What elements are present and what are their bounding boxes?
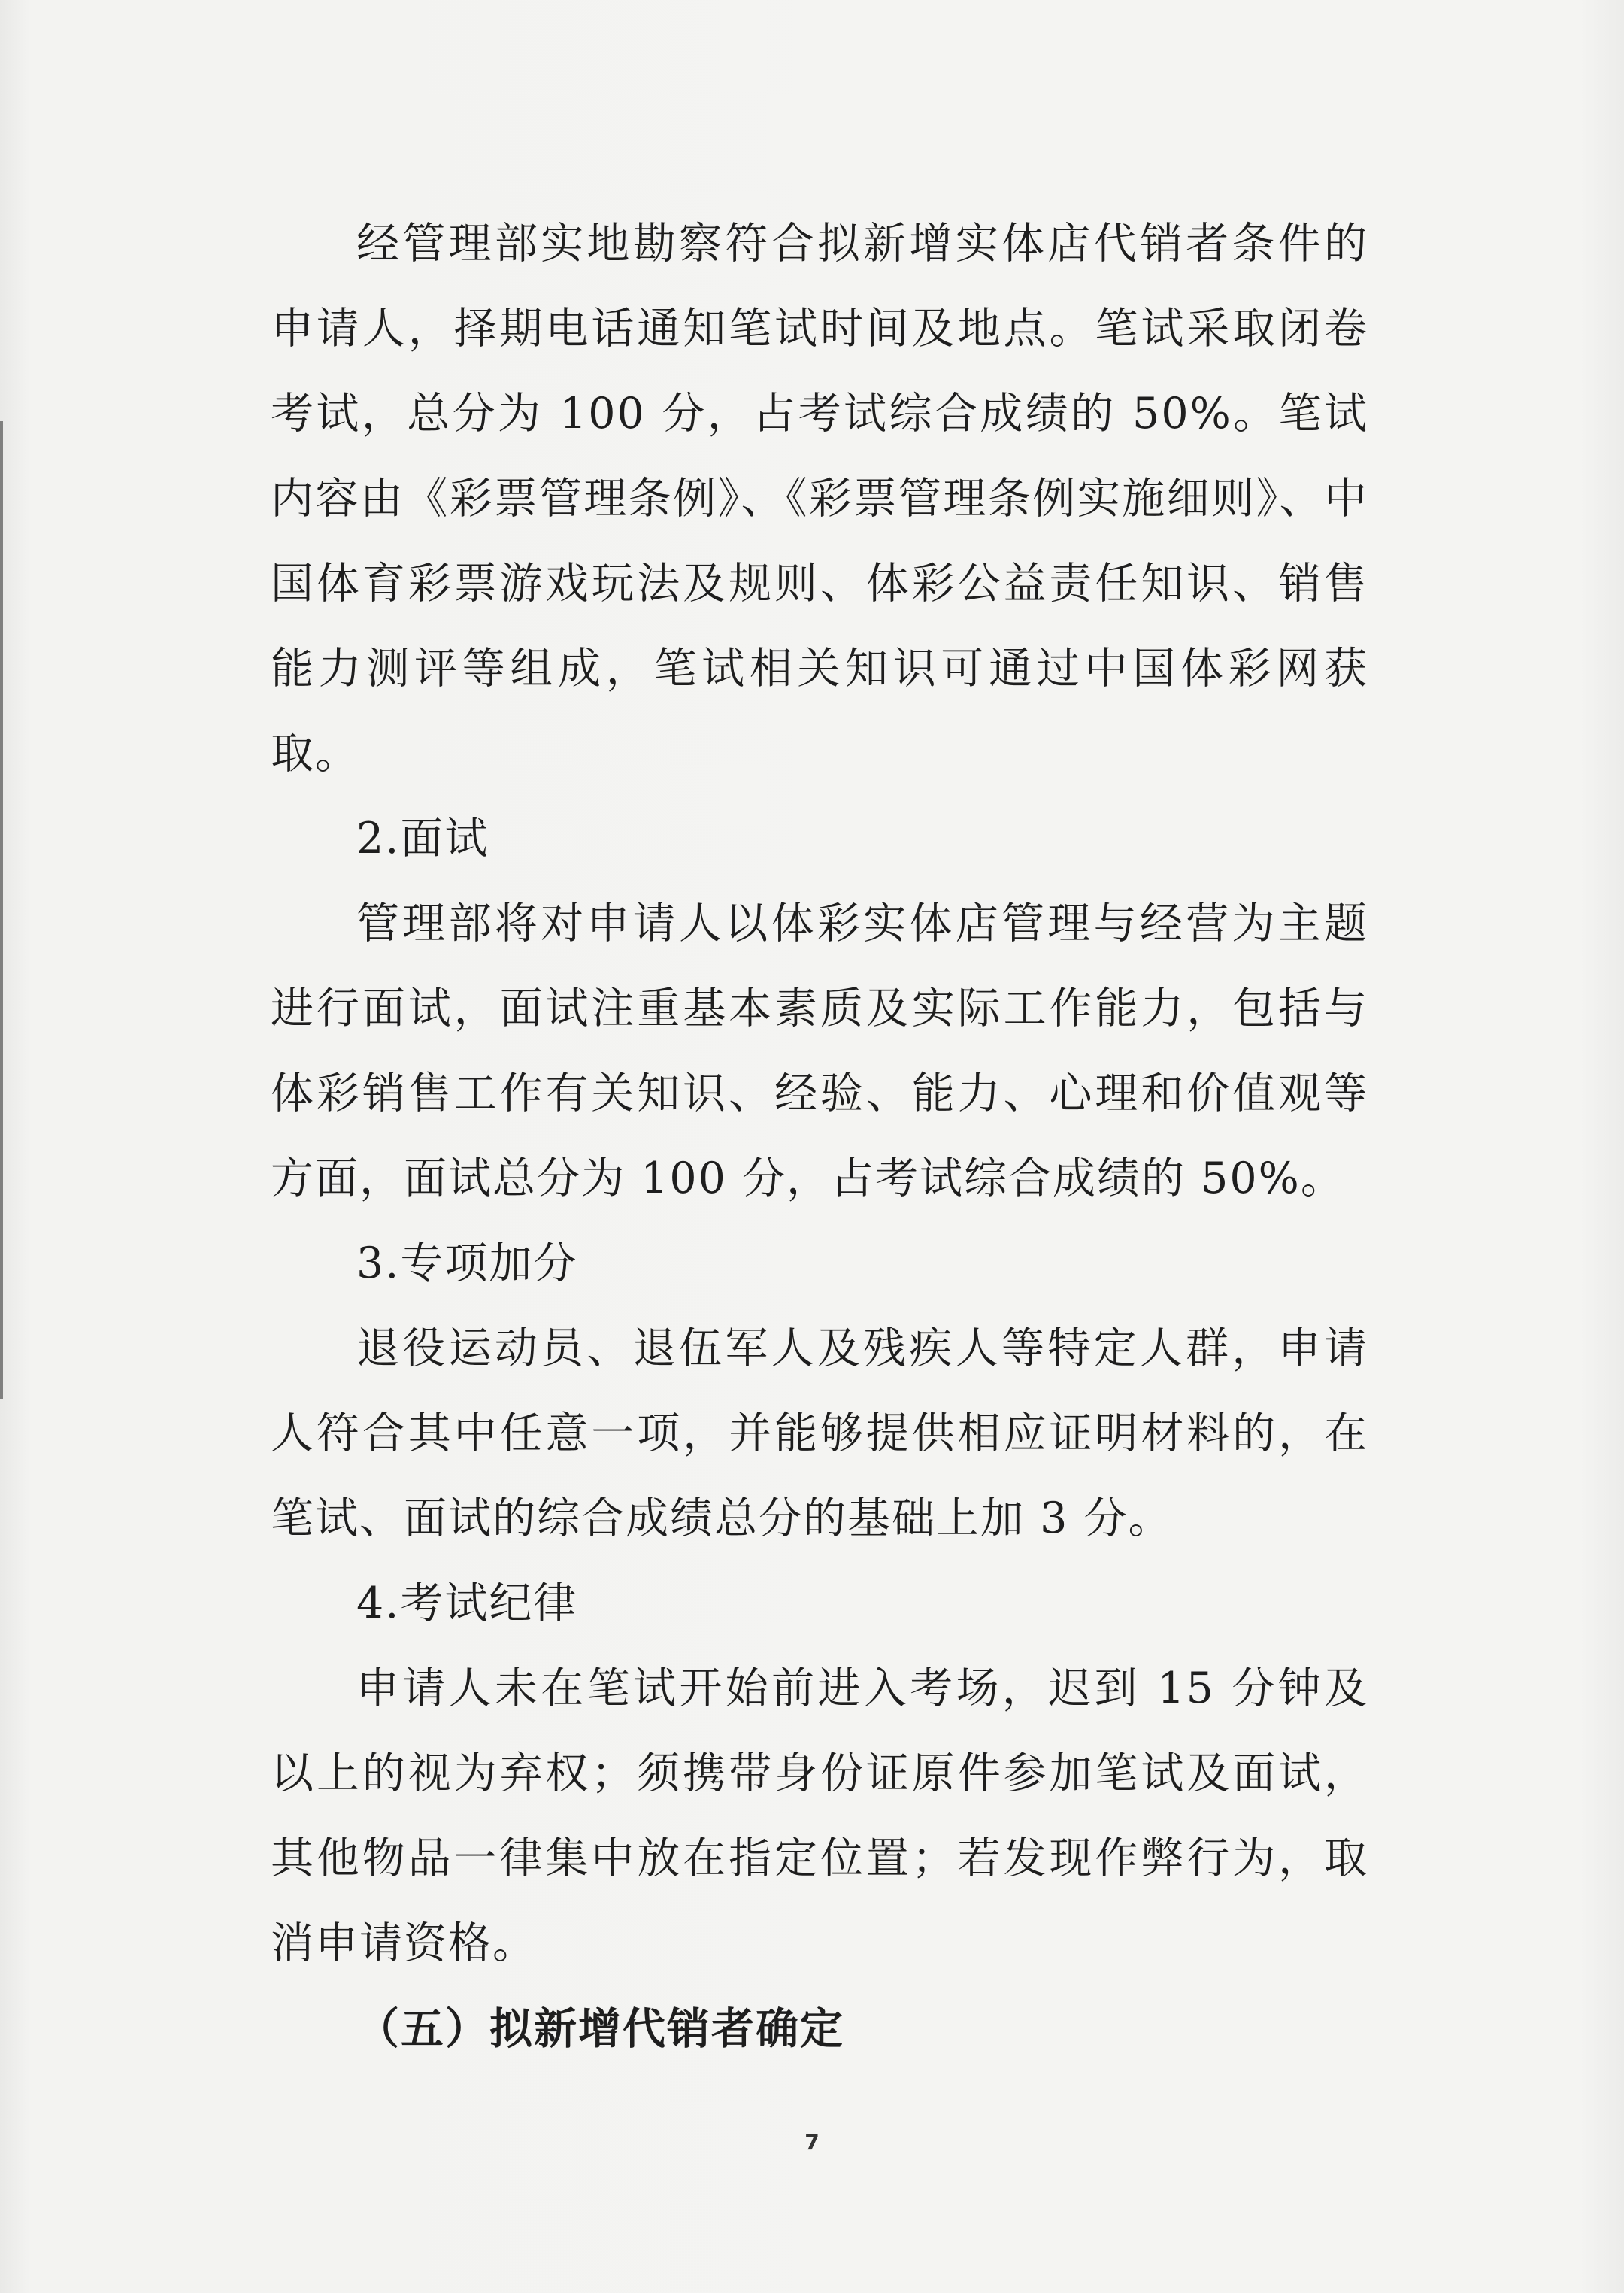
paragraph-bonus-points: 退役运动员、退伍军人及残疾人等特定人群，申请人符合其中任意一项，并能够提供相应证明材料的，在笔试、面试的综合成绩总分的基础上加 3 分。 (271, 1324, 1368, 1543)
section-heading-confirmation: （五）拟新增代销者确定 (356, 2003, 844, 2054)
paragraph-exam-discipline: 申请人未在笔试开始前进入考场，迟到 15 分钟及以上的视为弃权；须携带身份证原件参加笔试及面试，其他物品一律集中放在指定位置；若发现作弊行为，取消申请资格。 (271, 1664, 1368, 1968)
paragraph-written-exam: 经管理部实地勘察符合拟新增实体店代销者条件的申请人，择期电话通知笔试时间及地点。笔试采取闭卷考试，总分为 100 分，占考试综合成绩的 50%。笔试内容由《彩票管理条例》、《彩票管理条例实施细则》、中国体育彩票游戏玩法及规则、体彩公益责任知识、销售能力测评等组成，笔试相关知识可通过中国体彩网获取。 (271, 219, 1368, 778)
heading-bonus-points: 3.专项加分 (356, 1239, 578, 1288)
heading-interview: 2.面试 (356, 814, 489, 863)
paragraph-interview: 管理部将对申请人以体彩实体店管理与经营为主题进行面试，面试注重基本素质及实际工作能力，包括与体彩销售工作有关知识、经验、能力、心理和价值观等方面，面试总分为 100 分，占考试综合成绩的 50%。 (271, 899, 1368, 1203)
heading-exam-discipline: 4.考试纪律 (356, 1579, 578, 1628)
document-body (271, 202, 1368, 2071)
page-number: 7 (804, 2130, 820, 2155)
scan-edge-shadow (0, 421, 3, 1399)
